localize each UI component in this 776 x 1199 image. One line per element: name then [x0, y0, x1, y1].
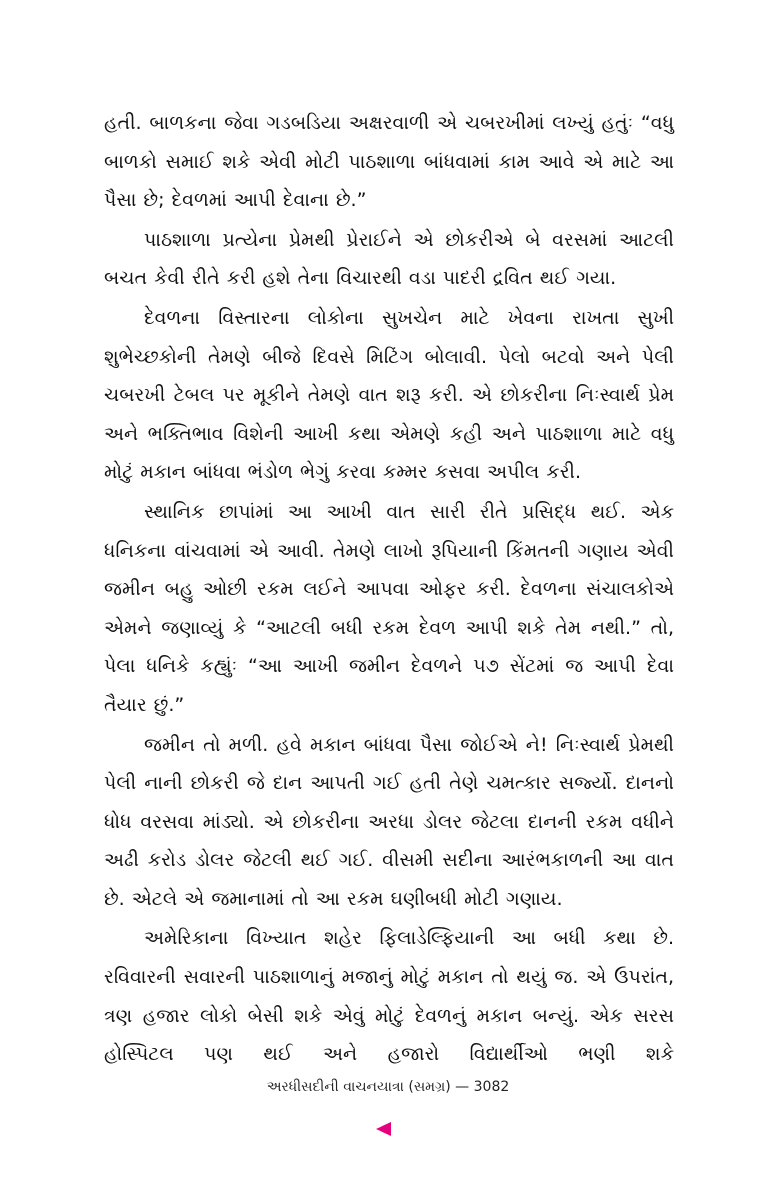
- paragraph-4: સ્થાનિક છાપાંમાં આ આખી વાત સારી રીતે પ્રસિદ્ધ થઈ. એક ધનિકના વાંચવામાં એ આવી. તેમણે લાખો રૂપિયાની કિંમતની ગણાય એવી જમીન બહુ ઓછી રકમ લઈને આપવા ઓફર કરી. દેવળના સંચાલકોએ એમને જણાવ્યું કે “આટલી બધી રકમ દેવળ આપી શકે તેમ નથી.” તો, પેલા ધનિકે કહ્યુંઃ “આ આખી જમીન દેવળને ૫૭ સેંટમાં જ આપી દેવા તૈયાર છું.”: [104, 500, 674, 716]
- paragraph-6: અમેરિકાના વિખ્યાત શહેર ફિલાડેલ્ફિયાની આ બધી કથા છે. રવિવારની સવારની પાઠશાળાનું મજાનું મોટું મકાન તો થયું જ. એ ઉપરાંત, ત્રણ હજાર લોકો બેસી શકે એવું મોટું દેવળનું મકાન બન્યું. એક સરસ હોસ્પિટલ પણ થઈ અને હજારો વિદ્યાર્થીઓ ભણી શકે: [104, 927, 674, 1066]
- paragraph-1: હતી. બાળકના જેવા ગડબડિયા અક્ષરવાળી એ ચબરખીમાં લખ્યું હતુંઃ “વધુ બાળકો સમાઈ શકે એવી મોટી પાઠશાળા બાંધવામાં કામ આવે એ માટે આ પૈસા છે; દેવળમાં આપી દેવાના છે.”: [104, 112, 674, 212]
- previous-page-icon[interactable]: [376, 1122, 391, 1136]
- page-footer: અરધીસદીની વાચનયાત્રા (સમગ્ર) — 3082: [266, 1079, 510, 1095]
- paragraph-3: દેવળના વિસ્તારના લોકોના સુખચેન માટે ખેવના રાખતા સુખી શુભેચ્છકોની તેમણે બીજે દિવસે મિટિંગ બોલાવી. પેલો બટવો અને પેલી ચબરખી ટેબલ પર મૂકીને તેમણે વાત શરૂ કરી. એ છોકરીના નિઃસ્વાર્થ પ્રેમ અને ભક્તિભાવ વિશેની આખી કથા એમણે કહી અને પાઠશાળા માટે વધુ મોટું મકાન બાંધવા ભંડોળ ભેગું કરવા કમ્મર કસવા અપીલ કરી.: [104, 306, 674, 484]
- paragraph-2: પાઠશાળા પ્રત્યેના પ્રેમથી પ્રેરાઈને એ છોકરીએ બે વરસમાં આટલી બચત કેવી રીતે કરી હશે તેના વિચારથી વડા પાદરી દ્રવિત થઈ ગયા.: [104, 228, 674, 290]
- page-body: [104, 104, 674, 1074]
- paragraph-5: જમીન તો મળી. હવે મકાન બાંધવા પૈસા જોઈએ ને! નિઃસ્વાર્થ પ્રેમથી પેલી નાની છોકરી જે દાન આપતી ગઈ હતી તેણે ચમત્કાર સર્જ્યો. દાનનો ધોધ વરસવા માંડ્યો. એ છોકરીના અરધા ડોલર જેટલા દાનની રકમ વધીને અઢી કરોડ ડોલર જેટલી થઈ ગઈ. વીસમી સદીના આરંભકાળની આ વાત છે. એટલે એ જમાનામાં તો આ રકમ ઘણીબધી મોટી ગણાય.: [104, 733, 674, 910]
